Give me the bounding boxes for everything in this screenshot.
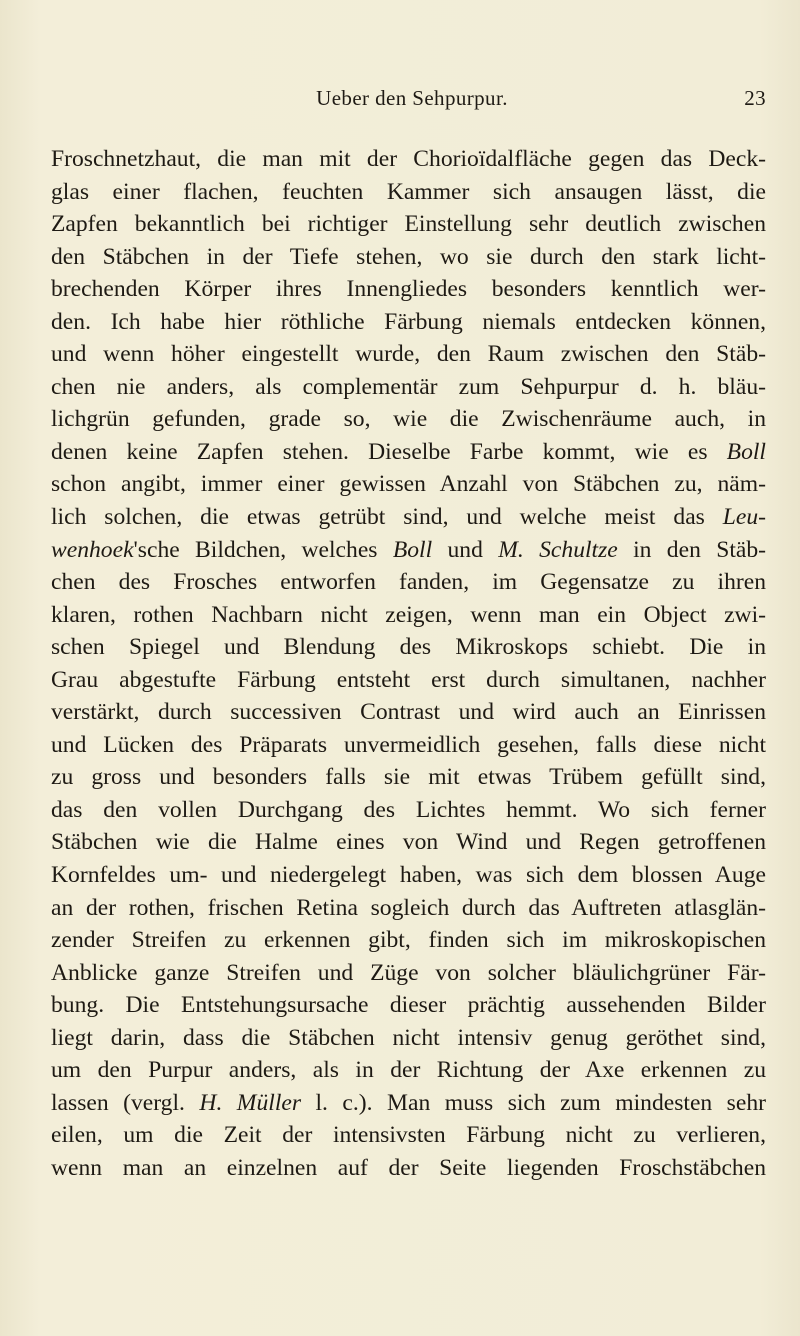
text-line: chen des Frosches entworfen fanden, im Gegensatze zu ihren bbox=[51, 569, 766, 596]
body-text bbox=[51, 143, 766, 1185]
text-line: zender Streifen zu erkennen gibt, finden sich im mikroskopischen bbox=[51, 927, 766, 954]
text-line: schon angibt, immer einer gewissen Anzahl von Stäbchen zu, näm- bbox=[51, 471, 766, 498]
text-line: zu gross und besonders falls sie mit etwas Trübem gefüllt sind, bbox=[51, 764, 766, 791]
text-line: wenn man an einzelnen auf der Seite liegenden Froschstäbchen bbox=[51, 1154, 766, 1181]
text-line: eilen, um die Zeit der intensivsten Färbung nicht zu verlieren, bbox=[51, 1122, 766, 1149]
text-line: lassen (vergl. H. Müller l. c.). Man muss sich zum mindesten sehr bbox=[51, 1089, 766, 1116]
text-line: den Stäbchen in der Tiefe stehen, wo sie durch den stark licht- bbox=[51, 243, 766, 270]
text-line: Zapfen bekanntlich bei richtiger Einstellung sehr deutlich zwischen bbox=[51, 211, 766, 238]
text-line: Grau abgestufte Färbung entsteht erst durch simultanen, nachher bbox=[51, 666, 766, 693]
text-line: an der rothen, frischen Retina sogleich durch das Auftreten atlasglän- bbox=[51, 894, 766, 921]
text-line: liegt darin, dass die Stäbchen nicht intensiv genug geröthet sind, bbox=[51, 1024, 766, 1051]
text-line: Froschnetzhaut, die man mit der Chorioïdalfläche gegen das Deck- bbox=[51, 146, 766, 172]
page-number: 23 bbox=[744, 86, 766, 110]
text-line: chen nie anders, als complementär zum Sehpurpur d. h. bläu- bbox=[51, 373, 766, 400]
text-line: glas einer flachen, feuchten Kammer sich ansaugen lässt, die bbox=[51, 178, 766, 205]
text-line: um den Purpur anders, als in der Richtung der Axe erkennen zu bbox=[51, 1057, 766, 1084]
text-line: Stäbchen wie die Halme eines von Wind und Regen getroffenen bbox=[51, 829, 766, 856]
text-line: lich solchen, die etwas getrübt sind, und welche meist das Leu- bbox=[51, 504, 766, 531]
text-line: denen keine Zapfen stehen. Dieselbe Farbe kommt, wie es Boll bbox=[51, 438, 766, 465]
text-line: lichgrün gefunden, grade so, wie die Zwischenräume auch, in bbox=[51, 406, 766, 433]
text-line: den. Ich habe hier röthliche Färbung niemals entdecken können, bbox=[51, 308, 766, 335]
running-head: Ueber den Sehpurpur. bbox=[316, 86, 508, 110]
text-line: bung. Die Entstehungsursache dieser prächtig aussehenden Bilder bbox=[51, 992, 766, 1019]
text-line: und Lücken des Präparats unvermeidlich gesehen, falls diese nicht bbox=[51, 731, 766, 758]
text-line: und wenn höher eingestellt wurde, den Raum zwischen den Stäb- bbox=[51, 341, 766, 368]
text-line: das den vollen Durchgang des Lichtes hemmt. Wo sich ferner bbox=[51, 796, 766, 823]
text-line: Anblicke ganze Streifen und Züge von solcher bläulichgrüner Fär- bbox=[51, 959, 766, 986]
text-line: klaren, rothen Nachbarn nicht zeigen, wenn man ein Object zwi- bbox=[51, 601, 766, 628]
text-line: verstärkt, durch successiven Contrast und wird auch an Einrissen bbox=[51, 699, 766, 726]
text-line: schen Spiegel und Blendung des Mikroskops schiebt. Die in bbox=[51, 634, 766, 661]
text-line: brechenden Körper ihres Innengliedes besonders kenntlich wer- bbox=[51, 276, 766, 303]
text-line: wenhoek'sche Bildchen, welches Boll und M. Schultze in den Stäb- bbox=[51, 536, 767, 563]
page-header bbox=[50, 86, 766, 112]
text-line: Kornfeldes um- und niedergelegt haben, was sich dem blossen Auge bbox=[51, 862, 766, 889]
